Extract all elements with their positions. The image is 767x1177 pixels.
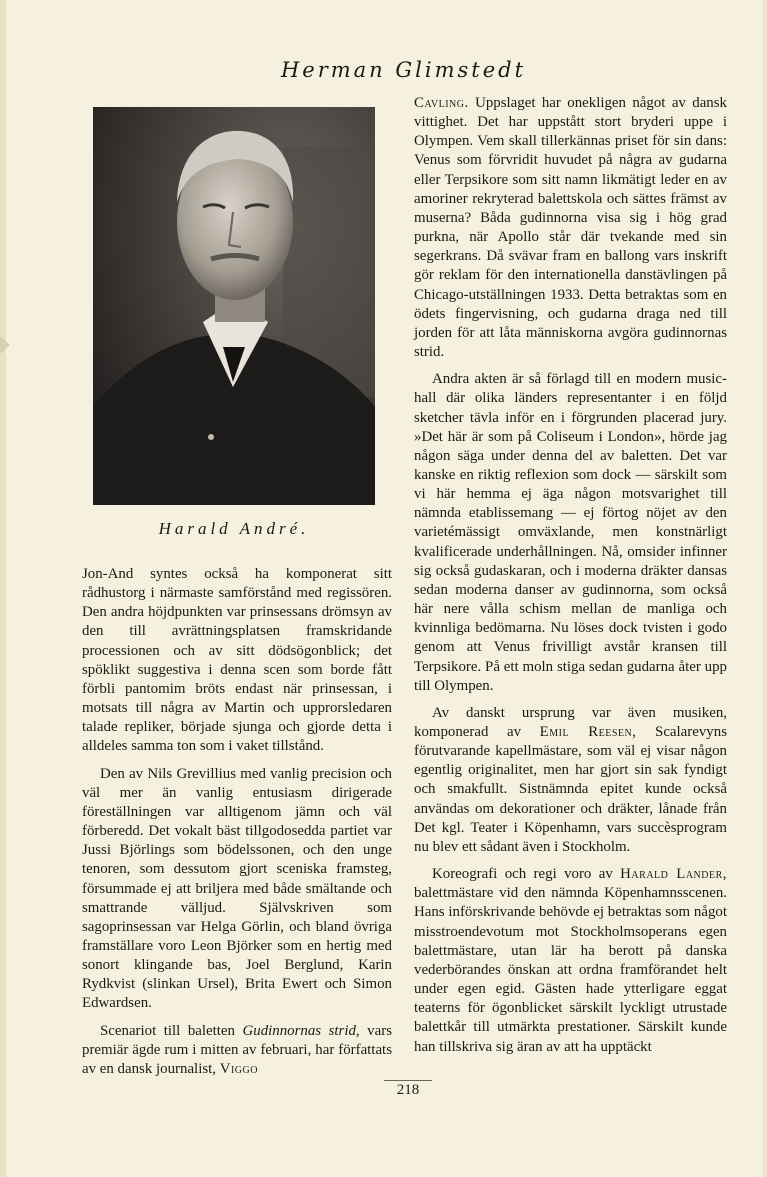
choreographer-name: Harald Lander, (620, 866, 727, 883)
paragraph: Andra akten är så förlagd till en modern music-hall där olika länders representanter i en följd sketcher tävla inför en i förgrunden placerad jury. »Det här är som på Coliseum i London», hörde jag någon säga under denna del av baletten. Det var kanske en riktig reflexion som dock — särskilt som vi här hemma ej äga någon motsvarighet till nämnda etablissemang — ej förtog nöjet av den varietémässigt omväxlande, men konstnärligt kvalificerade underhållningen. Nå, omsider infinner sig också gudaskaran, och i moderna dräkter dansas sedan moderna danser av gudinnorna, som också här nere vålla schism mellan de manliga och kvinnliga bedömarna. Nu löses dock tvisten i godo genom att Venus frivilligt avstår kransen till Terpsikore. På ett moln stiga sedan gudarna åter upp till Olympen. (414, 371, 727, 694)
text-run: Koreografi och regi voro av (432, 866, 621, 883)
author-name: Cavling. (414, 95, 469, 111)
paragraph: Den av Nils Grevillius med vanlig precision och väl mer än vanlig entusiasm dirigerade föreställningen var alltigenom jämn och väl förberedd. Det vokalt bäst tillgodosedda partiet var Jussi Björlings som bödelssonen, och den unge tenoren, som dessutom gjort sceniska framsteg, försummade ej att briljera med både smältande och smattrande välljud. Självskriven som sagoprinsessan var Helga Görlin, och bland övriga framställare voro Leon Björker som en hertig med sonort klingande bas, Joel Berglund, Karin Rydkvist (slinkan Ursel), Brita Ewert och Simon Edwardsen. (82, 765, 392, 1012)
ballet-title: Gudinnornas strid, (242, 1022, 360, 1039)
text-run: vars premiär ägde rum i mitten av februari, har författats av en dansk journalist, (82, 1022, 392, 1077)
photo-caption: Harald André. (158, 519, 310, 538)
portrait-image (93, 107, 375, 505)
text-run: balettmästare vid den nämnda Köpenhamnsscenen. Hans införskrivande behövde ej betraktas som något misstroendevotum mot Stockholmsoperans egen balettmästare, utan lär ha berott på danska vederbörandes önskan att ordna framförandet helt under egen egid. Gästen hade ytterligare eggat teaterns för ögonblicket särskilt lyckligt utrustade balettkår till utmärkta prestationer. Särskilt kunde han tillskriva sig äran av att ha upptäckt (414, 885, 727, 1055)
text-run: Scalarevyns förutvarande kapellmästare, som väl ej visar någon egentlig originalitet, men har gjort sin sak fyndigt och smakfullt. Sistnämnda epitet kunde också användas om dekorationer och dräkter, lånade från Det kgl. Teater i Köpenhamn, vars succèsprogram nu blev ett sådant även i Stockholm. (414, 724, 727, 855)
running-head: Herman Glimstedt (280, 58, 527, 82)
paragraph (414, 865, 727, 1057)
portrait-photo (93, 107, 375, 505)
text-run: Av danskt ursprung var även musiken, komponerad av (414, 704, 727, 740)
page-tear (0, 336, 10, 354)
paragraph (82, 1022, 392, 1079)
paragraph: Jon-And syntes också ha komponerat sitt rådhustorg i närmaste samförstånd med regissören. Den andra höjdpunkten var prinsessans drömsyn av den till avrättningsplatsen framskridande processionen och av sitt dödsögonblick; det spöklikt suggestiva i denna scen som borde fått förbli pantomim bröts endast när prinsessan, i motsats till några av Martin och upprorsledaren talade repliker, började sjunga och gjorde detta i alldeles samma ton som i vaket tillstånd. (82, 566, 392, 755)
text-run: Scenariot till baletten (100, 1022, 243, 1039)
paragraph (414, 94, 727, 362)
composer-name: Emil Reesen, (539, 724, 637, 740)
author-name: Viggo (219, 1060, 258, 1077)
left-column (82, 565, 392, 1087)
right-column (414, 94, 727, 1065)
page-number: 218 (384, 1080, 432, 1099)
text-run: Uppslaget har onekligen något av dansk vittighet. Det har uppstått stort bryderi uppe i Olympen. Vem skall tillerkännas priset för sin dans: Venus som förvridit huvudet på några av gudarna eller Terpsikore som sitt namn likmätigt leder en av amoriner rekryterad balettskola och sättes främst av muserna? Båda gudinnorna visa sig i hög grad purkna, när Apollo står där tvekande med sin segerkrans. Då svävar fram en ballong vars inskrift gör reklam för den internationella danstävlingen på Chicago-utställningen 1933. Detta betraktas som en ödets fingervisning, och gudarna draga ned till jorden för att låta människorna avgöra gudinnornas strid. (414, 95, 727, 361)
paragraph (414, 704, 727, 857)
